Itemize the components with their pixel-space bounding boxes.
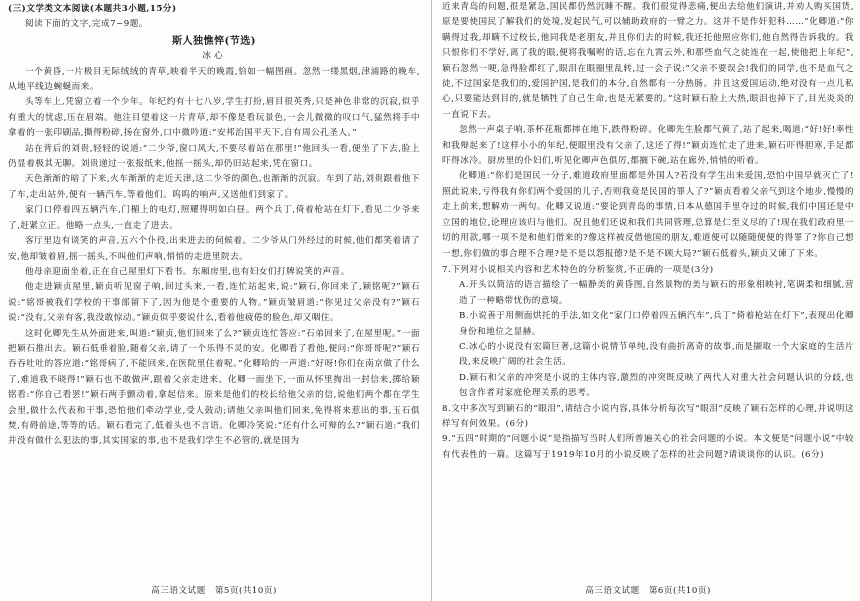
passage-author: 冰心	[202, 51, 226, 62]
question-7-stem: 7.下列对小说相关内容和艺术特色的分析鉴赏,不正确的一项是(3分)	[442, 264, 714, 275]
passage-paragraph: 这时化卿先生从外面进来,叫道:“颖贞,他们回来了么?”颖贞连忙答应:“石弟回来了,在屋里呢。”一面把颖石推出去。颖石低垂着脸,随着父亲,请了一个乐得不灵的安。化卿看了看他,便问:“你哥哥呢?”颖石吞吞吐吐的答应道:“铭哥病了,不能回来,在医院里住着呢。”化卿哈的一声道:“好呀!你们在南京做了什么了,难道我不晓得!”颖石也不敢做声,跟着父亲走进来。化卿一面坐下,一面从怀里掏出一封信来,掷给颖铭看:“你自己看罢!”颖石两手颤动着,拿起信来。原来是他们的校长给他父亲的信,说他们两个都在学生会里,做什么代表和干事,恐怕他们牵动学业,受人鼓动;请他父亲叫他们回来,免得将来惹出的事,玉石俱焚,有碍前途,等等的话。颖石看完了,低着头也不言语。化卿冷笑说:“还有什么可辩的么?”颖石道:“我们并没有做什么犯法的事,其实国家的事,也不是我们学生不必管的,就是国为	[8, 328, 420, 447]
page-footer: 高三语文试题 第6页(共10页)	[585, 585, 711, 596]
page-footer: 高三语文试题 第5页(共10页)	[151, 585, 277, 596]
question-8: 8.文中多次写到颖石的“眼泪”,请结合小说内容,具体分析每次写“眼泪”反映了颖石怎样的心理,并说明这样写有何效果。(6分)	[442, 403, 854, 429]
section-heading: (三)文学类文本阅读(本题共3小题,15分)	[8, 4, 177, 14]
passage-paragraph: 家门口停着四五辆汽车,门楣上的电灯,照耀得明如白昼。两个兵丁,倚着枪站在灯下,看见二少爷来了,赶紧立正。他略一点头,一直走了进去。	[8, 205, 420, 231]
passage-paragraph: 客厅里边有谈笑的声音,五六个仆役,出来进去的伺候着。二少爷从门外经过的时候,他们都笑着请了安,他却皱着眉,摇一摇头,不叫他们声响,悄悄的走进里院去。	[8, 236, 420, 262]
passage-paragraph: 天色渐渐的暗了下来,火车渐渐的走近天津,这二少爷的颜色,也渐渐的沉寂。车到了站,刘贵跟着他下了车,走出站外,便有一辆汽车,等着他们。呜呜的响声,又送他们到家了。	[8, 174, 420, 200]
question-7-option-c: C.冰心的小说没有宏篇巨著,这篇小说情节单纯,没有曲折离奇的故事,而是撷取一个大家庭的生活片段,来反映广阔的社会生活。	[459, 341, 854, 368]
reading-instruction: 阅读下面的文字,完成7~9题。	[25, 19, 148, 30]
passage-title: 斯人独憔悴(节选)	[172, 35, 256, 47]
passage-paragraph: 站在背后的刘贵,轻轻的说道:“二少爷,窗口风大,不要尽着站在那里!”他回头一看,便坐了下去,脸上仍显着极其无聊。刘贵递过一张报纸来,他摇一摇头,却仍旧站起来,凭在窗口。	[8, 143, 420, 170]
passage-paragraph: 头等车上,凭窗立着一个少年。年纪约有十七八岁,学生打扮,眉目很英秀,只是神色非常的沉寂,似乎有重大的忧虑,压在眉端。他注目望着这一片青草,却不像是看玩景色,一会儿微微的叹口气,猛然将手中拿着的一张印刷品,撕得粉碎,扬在窗外,口中微吟道:“安邦治国平天下,自有周公孔圣人。”	[8, 97, 420, 139]
passage-paragraph: 他母亲迎面坐着,正在自己屋里灯下看书。东厢房里,也有妇女们打牌说笑的声音。	[25, 266, 350, 277]
question-7-option-a: A.开头以简洁的语言描绘了一幅静美的黄昏图,自然景物的美与颖石的形象相映衬,笔调柔和细腻,营造了一种略带忧伤的意境。	[459, 280, 854, 306]
passage-paragraph: 忽然一声桌子响,茶杯花瓶都摔在地下,跌得粉碎。化卿先生脸都气黄了,站了起来,喝道:“好!好!率性和我辩起来了!这样小小的年纪,便眼里没有父亲了,这还了得!”颖贞连忙走了进来,颖石吓得胆寒,手足都吓得冰冷。厨房里的仆妇们,听见化卿声色俱厉,都搁下碗,站在廊外,悄悄的听着。	[442, 125, 854, 167]
page-divider	[431, 0, 432, 601]
page-5	[8, 0, 420, 601]
passage-paragraph: 化卿道:“你们是国民一分子,难道政府里面都是外国人?若没有学生出来爱国,恐怕中国早就灭亡了!照此说来,亏得我有你们两个爱国的儿子,否则我竟是民国的罪人了?”颖贞看着父亲气到这个地步,慢慢的走上前来,想解劝一两句。化卿又说道:“要论到青岛的事情,日本从德国手里夺过的时候,我们中国还是中立国的地位,论理应该归与他们。况且他们还说和我们共同管理,总算是仁至义尽的了!现在我们政府里一切的用款,哪一项不是和他们借来的?像这样被反借他国的朋友,难道便可以随随便便的得罪了?你自己想一想,你们做的事合理不合理?是不是以怨报德?是不是不顾大局?”颖石低着头,颖贞又谏了下来。	[442, 171, 854, 259]
passage-paragraph: 一个黄昏,一片极目无际绒绒的青草,映着半天的晚霞,恰如一幅图画。忽然一缕黑烟,津浦路的晚车,从地平线边蜿蜒而来。	[8, 66, 420, 93]
passage-paragraph: 近来青岛的问题,很是紧急,国民都仍然沉睡不醒。我们很觉得悲痛,便出去给他们演讲,并劝人购买国货,原是要使国民了解我们的处境,发起民气,可以辅助政府的一臂之力。这并不是作奸犯科……”化卿道:“你瞒得过我,却瞒不过校长,他同我是老朋友,并且你们去的时候,我还托他照应你们,他自然得告诉我的。我只恨你们不学好,离了我的眼,便将我嘱咐的话,忘在九霄云外,和那些血气之徒连在一起,使他把上年纪”,颖石忽然一哽,急得脸都红了,眼泪在眼圈里乱转,过一会子说:“父亲不要误会!我们的同学,也不是血气之徒,不过国家是我们的,爱国护国,是我们的本分,自然都有一分热肠。并且这爱国运动,绝对没有一点儿私心,只要能达到目的,就是牺牲了自己生命,也是无紧要的。”这时颖石脸上大热,眼泪也掉下了,目光炎炎的一直说下去。	[442, 2, 854, 120]
question-7-option-b: B.小说善于用侧面烘托的手法,如文化“家门口停着四五辆汽车”,兵丁“倚着枪站在灯下”,表现出化卿身份和地位之显赫。	[459, 311, 854, 337]
page-6	[442, 0, 854, 601]
passage-paragraph: 他走进颖贞屋里,颖贞听见窗子响,回过头来,一看,连忙站起来,说:“颖石,你回来了,颖铭呢?”颖石说:“铭哥被我们学校的干事部留下了,因为他是个重要的人物。”颖贞皱眉道:“你见过父亲没有?”颖石说:“没有,父亲有客,我没敢惊动。”颖贞似乎要说什么,看着他疲倦的脸色,却又咽住。	[8, 282, 420, 324]
question-7-option-d: D.颖石和父亲的冲突是小说的主体内容,激烈的冲突既反映了两代人对重大社会问题认识的分歧,也包含作者对家庭伦理关系的思考。	[459, 372, 854, 399]
question-9: 9.“五四”时期的“问题小说”是指描写当时人们所普遍关心的社会问题的小说。本文便是“问题小说”中较有代表性的一篇。这篇写于1919年10月的小说反映了怎样的社会问题?请谈谈你的认识。(6分)	[442, 434, 854, 460]
